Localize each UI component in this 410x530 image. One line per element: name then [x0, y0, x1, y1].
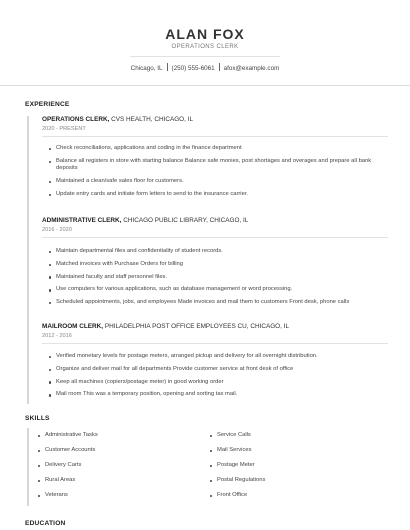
job-entry — [42, 217, 392, 238]
job-divider — [42, 343, 388, 344]
job-dates: 2020 - PRESENT — [42, 126, 86, 132]
job-role: MAILROOM CLERK, — [42, 323, 104, 330]
skill-item: Customer Accounts — [38, 447, 98, 455]
contact-line — [0, 63, 410, 72]
skill-item: Administrative Tasks — [38, 432, 98, 440]
job-bullet: Scheduled appointments, jobs, and employees Made invoices and mail them to customers Front desk, phone calls — [49, 299, 383, 307]
page-divider — [0, 85, 410, 86]
job-bullet: Update entry cards and initiate form letters to send to the insurance carrier. — [49, 191, 383, 199]
job-role: ADMINISTRATIVE CLERK, — [42, 217, 122, 224]
job-bullets — [49, 248, 383, 307]
skills-column-right — [210, 432, 265, 507]
skill-item: Postage Meter — [210, 462, 265, 470]
job-bullet: Organize and deliver mail for all departments Provide customer service at front desk of office — [49, 366, 383, 374]
job-bullet: Maintain departmental files and confidentiality of student records. — [49, 248, 383, 256]
job-entry — [42, 116, 392, 137]
job-title — [42, 116, 392, 123]
candidate-name: ALAN FOX — [165, 26, 245, 42]
job-title — [42, 217, 392, 224]
job-bullet: Maintained faculty and staff personnel files. — [49, 274, 383, 282]
education-heading: EDUCATION — [25, 520, 66, 527]
skill-item: Service Calls — [210, 432, 265, 440]
job-bullet: Verified monetary levels for postage meters, arranged pickup and delivery for all overnight distribution. — [49, 353, 383, 361]
job-bullet: Balance all registers in store with starting balance Balance safe monies, post shortages and overages and prepare all bank deposits — [49, 158, 383, 173]
job-bullet: Use computers for various applications, such as database management or word processing. — [49, 286, 383, 294]
skill-item: Postal Regulations — [210, 477, 265, 485]
job-entry — [42, 323, 392, 344]
job-bullet: Mail room This was a temporary position, opening and sorting tax mail. — [49, 391, 383, 399]
contact-email[interactable]: afox@example.com — [223, 65, 280, 72]
contact-phone: (250) 555-6061 — [171, 65, 215, 72]
job-divider — [42, 136, 388, 137]
job-bullets — [49, 145, 383, 199]
job-employer: CHICAGO PUBLIC LIBRARY, CHICAGO, IL — [121, 217, 249, 224]
job-divider — [42, 237, 388, 238]
job-dates: 2016 - 2020 — [42, 227, 72, 233]
skill-item: Front Office — [210, 492, 265, 500]
job-employer: PHILADELPHIA POST OFFICE EMPLOYEES CU, CHICAGO, IL — [103, 323, 290, 330]
skill-item: Mail Services — [210, 447, 265, 455]
job-dates: 2012 - 2016 — [42, 333, 72, 339]
job-bullet: Check reconciliations, applications and coding in the finance department — [49, 145, 383, 153]
job-employer: CVS HEALTH, CHICAGO, IL — [109, 116, 194, 123]
skills-heading: SKILLS — [25, 415, 50, 422]
job-bullet: Keep all machines (copiers/postage meter) in good working order — [49, 379, 383, 387]
job-role: OPERATIONS CLERK, — [42, 116, 110, 123]
candidate-title: OPERATIONS CLERK — [171, 44, 239, 50]
job-bullet: Maintained a clean/safe sales floor for customers. — [49, 178, 383, 186]
experience-bar — [27, 116, 29, 404]
header-divider — [130, 56, 280, 57]
skills-bar — [27, 428, 29, 506]
contact-separator — [167, 63, 168, 71]
skills-column-left — [38, 432, 98, 507]
skill-item: Veterans — [38, 492, 98, 500]
skill-item: Rural Areas — [38, 477, 98, 485]
experience-heading: EXPERIENCE — [25, 101, 70, 108]
contact-location: Chicago, IL — [130, 65, 163, 72]
job-bullets — [49, 353, 383, 399]
job-bullet: Matched invoices with Purchase Orders for billing — [49, 261, 383, 269]
contact-separator — [219, 63, 220, 71]
skill-item: Delivery Carts — [38, 462, 98, 470]
job-title — [42, 323, 392, 330]
